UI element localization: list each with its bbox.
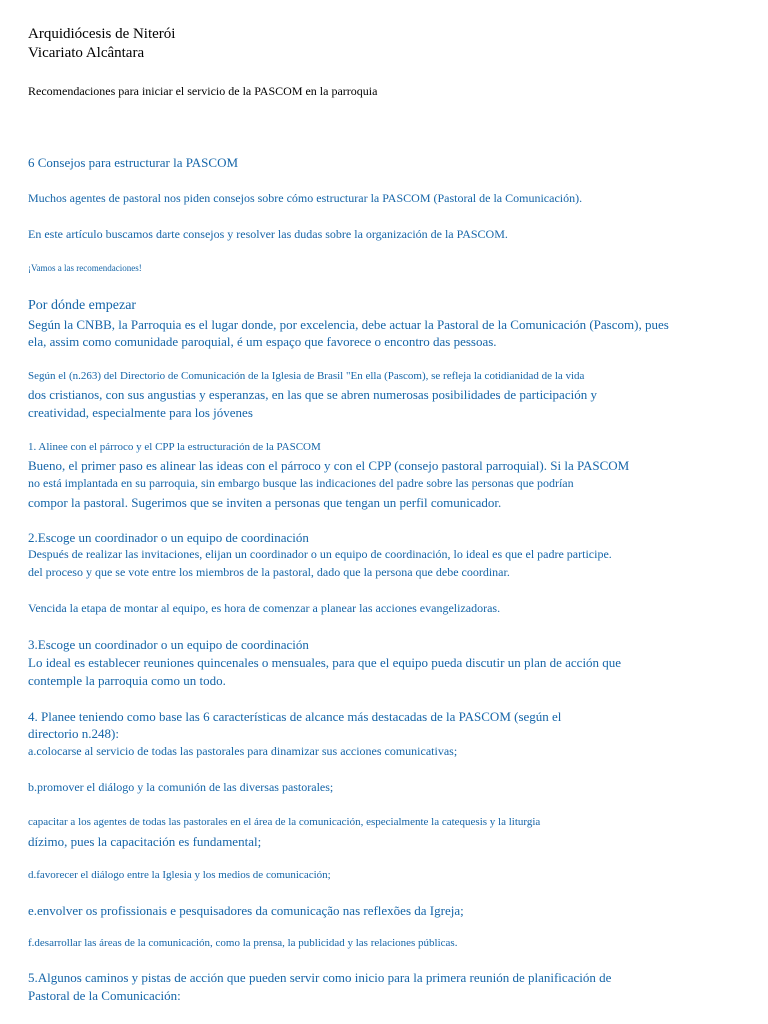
step-5-heading-line-2: Pastoral de la Comunicación: — [28, 988, 181, 1003]
step-5-heading-line-1: 5.Algunos caminos y pistas de acción que pueden servir como inicio para la primera reunión de planificación de — [28, 970, 612, 985]
step-2-heading: 2.Escoge un coordinador o un equipo de coordinación — [28, 530, 309, 545]
header-vicariate: Vicariato Alcântara — [28, 45, 145, 61]
step-2-line-3: Vencida la etapa de montar al equipo, es hora de comenzar a planear las acciones evangelizadoras. — [28, 601, 501, 615]
start-paragraph-2-line-1: Según el (n.263) del Directorio de Comunicación de la Iglesia de Brasil "En ella (Pascom), se refleja la cotidianidad de la vida — [28, 370, 585, 382]
step-1-line-2: no está implantada en su parroquia, sin embargo busque las indicaciones del padre sobre las personas que podrían — [28, 476, 574, 490]
step-4-heading-line-2: directorio n.248): — [28, 726, 119, 741]
intro-paragraph-3: ¡Vamos a las recomendaciones! — [28, 263, 142, 273]
intro-paragraph-2: En este artículo buscamos darte consejos y resolver las dudas sobre la organización de la PASCOM. — [28, 227, 508, 241]
start-paragraph-1-line-2: ela, assim como comunidade paroquial, é um espaço que favorece o encontro das pessoas. — [28, 334, 497, 349]
step-2-line-2: del proceso y que se vote entre los miembros de la pastoral, dado que la persona que debe coordinar. — [28, 565, 510, 579]
step-3-line-1: Lo ideal es establecer reuniones quincenales o mensuales, para que el equipo pueda discutir un plan de acción que — [28, 655, 622, 670]
step-3-line-2: contemple la parroquia como un todo. — [28, 673, 226, 688]
start-paragraph-2-line-2: dos cristianos, con sus angustias y esperanzas, en las que se abren numerosas posibilidades de participación y — [28, 387, 597, 402]
step-1-heading: 1. Alinee con el párroco y el CPP la estructuración de la PASCOM — [28, 441, 321, 453]
header-archdiocese: Arquidiócesis de Niterói — [28, 26, 176, 42]
start-paragraph-1-line-1: Según la CNBB, la Parroquia es el lugar donde, por excelencia, debe actuar la Pastoral de la Comunicación (Pascom), pues — [28, 317, 669, 332]
step-1-line-1: Bueno, el primer paso es alinear las ideas con el párroco y con el CPP (consejo pastoral parroquial). Si la PASCOM — [28, 458, 630, 473]
start-heading: Por dónde empezar — [28, 298, 137, 313]
intro-paragraph-1: Muchos agentes de pastoral nos piden consejos sobre cómo estructurar la PASCOM (Pastoral de la Comunicación). — [28, 191, 583, 205]
section-title: 6 Consejos para estructurar la PASCOM — [28, 155, 239, 170]
step-4-item-f: f.desarrollar las áreas de la comunicación, como la prensa, la publicidad y las relaciones públicas. — [28, 937, 458, 949]
step-3-heading: 3.Escoge un coordinador o un equipo de coordinación — [28, 637, 309, 652]
document-subtitle: Recomendaciones para iniciar el servicio de la PASCOM en la parroquia — [28, 84, 378, 98]
step-4-item-d: d.favorecer el diálogo entre la Iglesia y los medios de comunicación; — [28, 869, 331, 881]
step-4-heading-line-1: 4. Planee teniendo como base las 6 características de alcance más destacadas de la PASCOM (según el — [28, 709, 562, 724]
step-2-line-1: Después de realizar las invitaciones, elijan un coordinador o un equipo de coordinación, lo ideal es que el padre participe. — [28, 547, 612, 561]
step-4-item-c-line-1: capacitar a los agentes de todas las pastorales en el área de la comunicación, especialmente la catequesis y la liturgia — [28, 816, 541, 828]
start-paragraph-2-line-3: creatividad, especialmente para los jóvenes — [28, 405, 253, 420]
step-4-item-b: b.promover el diálogo y la comunión de las diversas pastorales; — [28, 780, 334, 794]
step-1-line-3: compor la pastoral. Sugerimos que se inviten a personas que tengan un perfil comunicador. — [28, 495, 502, 510]
step-4-item-e: e.envolver os profissionais e pesquisadores da comunicação nas reflexões da Igreja; — [28, 903, 464, 918]
step-4-item-c-line-2: dízimo, pues la capacitación es fundamental; — [28, 834, 262, 849]
step-4-item-a: a.colocarse al servicio de todas las pastorales para dinamizar sus acciones comunicativas; — [28, 744, 458, 758]
